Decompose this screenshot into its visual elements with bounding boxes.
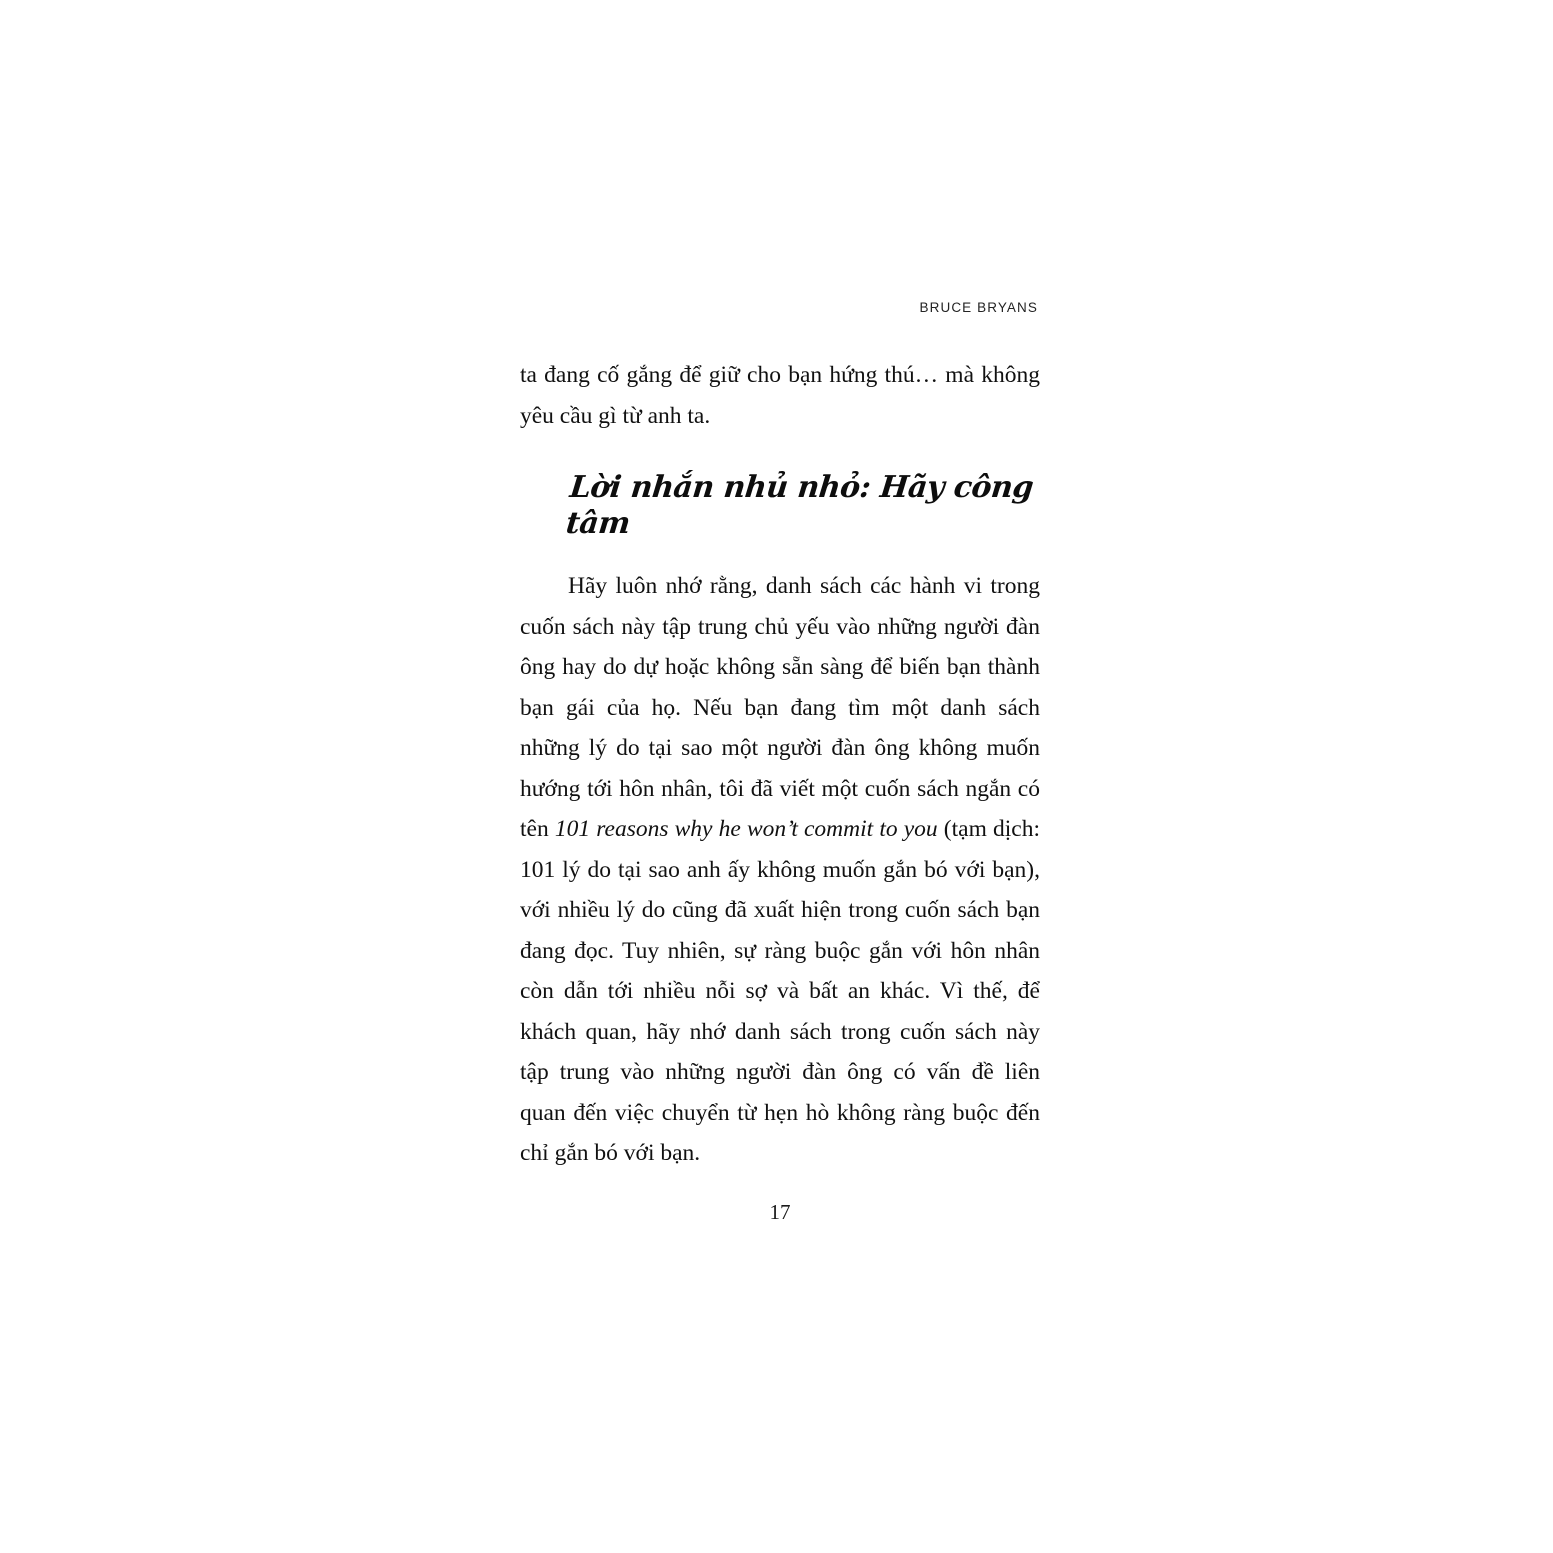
paragraph-body: [520, 566, 1040, 1174]
book-title-italic: 101 reasons why he won’t commit to you: [554, 816, 938, 842]
paragraph-body-part-2: (tạm dịch: 101 lý do tại sao anh ấy không muốn gắn bó với bạn), với nhiều lý do cũng đã xuất hiện trong cuốn sách bạn đang đọc. Tuy nhiên, sự ràng buộc gắn với hôn nhân còn dẫn tới nhiều nỗi sợ và bất an khác. Vì thế, để khách quan, hãy nhớ danh sách trong cuốn sách này tập trung vào những người đàn ông có vấn đề liên quan đến việc chuyển từ hẹn hò không ràng buộc đến chỉ gắn bó với bạn.: [520, 816, 1040, 1166]
running-head-author: BRUCE BRYANS: [919, 300, 1038, 315]
text-column: [520, 300, 1040, 1174]
paragraph-continued: ta đang cố gắng để giữ cho bạn hứng thú… mà không yêu cầu gì từ anh ta.: [520, 362, 1040, 429]
paragraph-body-part-1: Hãy luôn nhớ rằng, danh sách các hành vi trong cuốn sách này tập trung chủ yếu vào những người đàn ông hay do dự hoặc không sẵn sàng để biến bạn thành bạn gái của họ. Nếu bạn đang tìm một danh sách những lý do tại sao một người đàn ông không muốn hướng tới hôn nhân, tôi đã viết một cuốn sách ngắn có tên: [520, 573, 1040, 842]
page-number: 17: [769, 1200, 791, 1224]
section-heading: Lời nhắn nhủ nhỏ: Hãy công tâm: [564, 470, 1035, 541]
